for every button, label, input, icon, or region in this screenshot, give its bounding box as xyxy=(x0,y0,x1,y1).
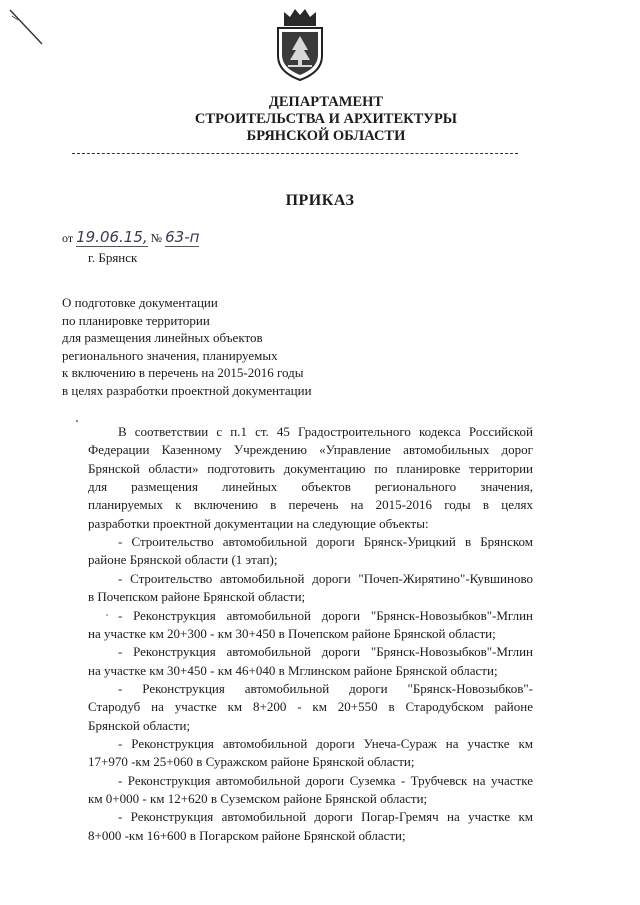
body-line: - Реконструкция автомобильной дороги Унеча-Сураж на участке км xyxy=(118,735,533,751)
body-line: - Строительство автомобильной дороги "Почеп-Жирятино"-Кувшиново xyxy=(118,570,533,586)
date-comma: , xyxy=(142,228,148,246)
body-line: В соответствии с п.1 ст. 45 Градостроительного кодекса Российской xyxy=(118,424,533,439)
header-divider xyxy=(72,153,518,154)
body-line: в Почепском районе Брянской области; xyxy=(88,589,306,605)
date-prefix: от xyxy=(62,231,74,245)
body-line: км 0+000 - км 12+620 в Суземском районе Брянской области; xyxy=(88,791,428,806)
order-subject xyxy=(62,294,312,399)
department-name-line2: СТРОИТЕЛЬСТВА И АРХИТЕКТУРЫ xyxy=(194,111,458,127)
coat-of-arms-emblem xyxy=(270,6,330,84)
body-line: - Реконструкция автомобильной дороги Погар-Гремяч на участке км xyxy=(118,809,533,825)
subject-line: для размещения линейных объектов xyxy=(62,330,263,345)
subject-line: к включению в перечень на 2015-2016 годы xyxy=(62,365,304,380)
subject-line: по планировке территории xyxy=(62,312,210,328)
department-name-line3: БРЯНСКОЙ ОБЛАСТИ xyxy=(246,128,406,144)
scan-speck xyxy=(104,612,110,618)
body-line: на участке км 20+300 - км 30+450 в Почепском районе Брянской области; xyxy=(88,625,496,641)
scan-corner-mark xyxy=(8,8,48,48)
city-name: г. Брянск xyxy=(88,250,138,265)
body-line: - Реконструкция автомобильной дороги "Брянск-Новозыбков"- xyxy=(118,680,533,696)
document-title: ПРИКАЗ xyxy=(285,192,355,209)
subject-line: регионального значения, планируемых xyxy=(62,347,278,363)
body-line: планируемых к включению в перечень на 2015-2016 годы в целях xyxy=(88,497,533,513)
body-line: - Строительство автомобильной дороги Брянск-Урицкий в Брянском xyxy=(118,534,533,550)
number-prefix: № xyxy=(150,231,163,245)
body-line: на участке км 30+450 - км 46+040 в Мглинском районе Брянской области; xyxy=(88,662,498,678)
body-line: - Реконструкция автомобильной дороги "Брянск-Новозыбков"-Мглин xyxy=(118,644,533,660)
body-line: Брянской области» подготовить документацию по планировке территории xyxy=(88,460,533,476)
scan-speck xyxy=(74,418,80,424)
body-line: Федерации Казенному Учреждению «Управление автомобильных дорог xyxy=(88,442,533,458)
order-number: 63-п xyxy=(165,228,200,246)
subject-line: в целях разработки проектной документации xyxy=(62,382,312,398)
body-line: 17+970 -км 25+060 в Суражском районе Брянской области; xyxy=(88,754,415,770)
body-line: Стародуб на участке км 8+200 - км 20+550 в Стародубском районе xyxy=(88,699,533,715)
department-name-line1: ДЕПАРТАМЕНТ xyxy=(268,94,384,110)
body-line: Брянской области; xyxy=(88,717,191,733)
body-line: для размещения линейных объектов регионального значения, xyxy=(88,479,533,495)
body-line: районе Брянской области (1 этап); xyxy=(88,552,278,568)
body-line: разработки проектной документации на следующие объекты: xyxy=(88,515,429,531)
order-date-number xyxy=(62,228,199,247)
body-line: - Реконструкция автомобильной дороги "Брянск-Новозыбков"-Мглин xyxy=(118,607,533,623)
body-line: 8+000 -км 16+600 в Погарском районе Брянской области; xyxy=(88,827,406,843)
order-date: 19.06.15 xyxy=(76,228,143,246)
body-line: - Реконструкция автомобильной дороги Суземка - Трубчевск на участке xyxy=(118,772,533,788)
subject-line: О подготовке документации xyxy=(62,295,218,310)
